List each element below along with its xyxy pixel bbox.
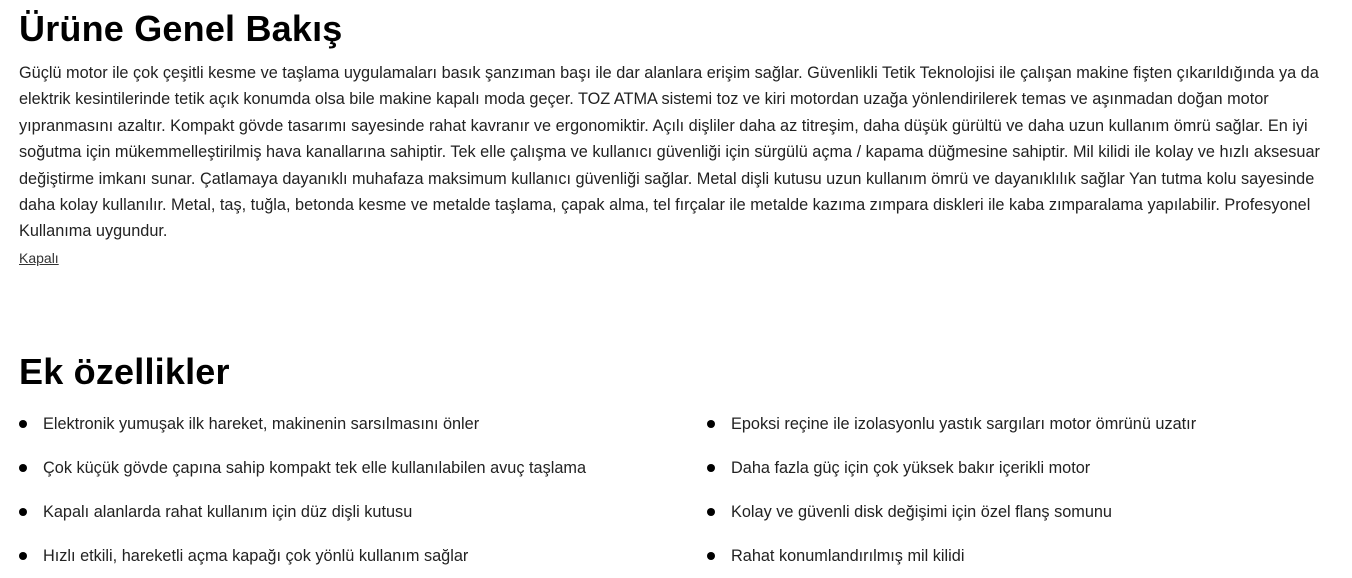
feature-text: Kolay ve güvenli disk değişimi için özel flanş somunu <box>731 502 1112 521</box>
bullet-icon <box>19 464 27 472</box>
feature-text: Elektronik yumuşak ilk hareket, makinenin sarsılmasını önler <box>43 414 480 433</box>
feature-item <box>19 490 707 534</box>
feature-text: Daha fazla güç için çok yüksek bakır içerikli motor <box>731 458 1091 477</box>
bullet-icon <box>19 552 27 560</box>
feature-item <box>707 534 1352 578</box>
feature-item <box>707 402 1352 446</box>
collapse-link[interactable]: Kapalı <box>19 250 59 266</box>
bullet-icon <box>707 508 715 516</box>
feature-item <box>19 402 707 446</box>
feature-text: Kapalı alanlarda rahat kullanım için düz dişli kutusu <box>43 502 413 521</box>
feature-text: Rahat konumlandırılmış mil kilidi <box>731 546 965 565</box>
bullet-icon <box>707 420 715 428</box>
bullet-icon <box>19 508 27 516</box>
bullet-icon <box>707 552 715 560</box>
feature-text: Hızlı etkili, hareketli açma kapağı çok yönlü kullanım sağlar <box>43 546 469 565</box>
overview-title: Ürüne Genel Bakış <box>19 8 343 49</box>
features-list <box>19 402 1352 578</box>
feature-item <box>19 446 707 490</box>
bullet-icon <box>19 420 27 428</box>
overview-text: Güçlü motor ile çok çeşitli kesme ve taşlama uygulamaları basık şanzıman başı ile dar alanlara erişim sağlar. Güvenlikli Tetik Teknolojisi ile çalışan makine fişten çıkarıldığında ya da elektrik kesintilerinde tetik açık konumda olsa bile makine kapalı moda geçer. TOZ ATMA sistemi toz ve kiri motordan uzağa yönlendirilerek temas ve aşınmadan doğan motor yıpranmasını azaltır. Kompakt gövde tasarımı sayesinde rahat kavranır ve ergonomiktir. Açılı dişliler daha az titreşim, daha düşük gürültü ve daha uzun kullanım ömrü sağlar. En iyi soğutma için mükemmelleştirilmiş hava kanallarına sahiptir. Tek elle çalışma ve kullanıcı güvenliği için sürgülü açma / kapama düğmesine sahiptir. Mil kilidi ile kolay ve hızlı aksesuar değiştirme imkanı sunar. Çatlamaya dayanıklı muhafaza maksimum kullanıcı güvenliği sağlar. Metal dişli kutusu uzun kullanım ömrü ve dayanıklılık sağlar Yan tutma kolu sayesinde daha kolay kullanılır. Metal, taş, tuğla, betonda kesme ve metalde taşlama, çapak alma, tel fırçalar ile metalde kazıma zımpara diskleri ile kaba zımparalama yapılabilir. Profesyonel Kullanıma uygundur. <box>19 64 1320 241</box>
feature-item <box>19 534 707 578</box>
features-title: Ek özellikler <box>19 351 230 392</box>
feature-text: Çok küçük gövde çapına sahip kompakt tek elle kullanılabilen avuç taşlama <box>43 458 587 477</box>
feature-text: Epoksi reçine ile izolasyonlu yastık sargıları motor ömrünü uzatır <box>731 414 1197 433</box>
feature-item <box>707 490 1352 534</box>
bullet-icon <box>707 464 715 472</box>
feature-item <box>707 446 1352 490</box>
